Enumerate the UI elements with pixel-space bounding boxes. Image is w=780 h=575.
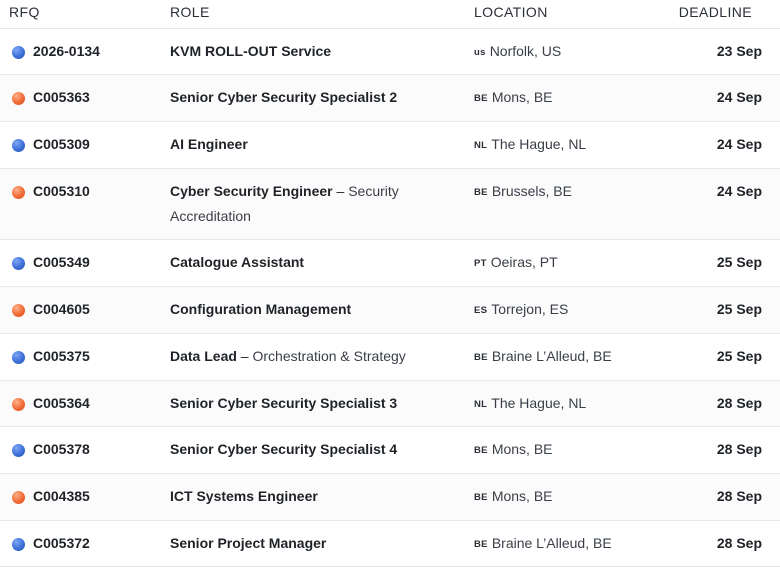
status-dot-icon <box>12 304 25 317</box>
role-title: Senior Cyber Security Specialist 2 <box>170 89 398 105</box>
country-code: us <box>474 47 486 58</box>
country-code: BE <box>474 187 488 198</box>
role-title: KVM ROLL-OUT Service <box>170 43 332 59</box>
deadline-cell: 28 Sep <box>716 535 762 551</box>
rfq-id[interactable]: C005372 <box>33 535 90 551</box>
location-text: Brussels, BE <box>491 183 572 199</box>
country-code: BE <box>474 352 488 363</box>
table-row[interactable] <box>0 334 780 381</box>
role-cell[interactable] <box>170 85 460 110</box>
rfq-id[interactable]: C005363 <box>33 89 90 105</box>
location-cell <box>474 43 561 59</box>
rfq-id[interactable]: C005309 <box>33 136 90 152</box>
country-code: ES <box>474 305 488 316</box>
location-cell <box>474 254 558 270</box>
status-dot-icon <box>12 491 25 504</box>
location-text: The Hague, NL <box>491 136 587 152</box>
location-cell <box>474 89 553 105</box>
status-dot-icon <box>12 92 25 105</box>
role-title: Cyber Security Engineer <box>170 183 333 199</box>
status-dot-icon <box>12 444 25 457</box>
rfq-id[interactable]: C005310 <box>33 183 90 199</box>
location-text: The Hague, NL <box>491 395 587 411</box>
country-code: NL <box>474 399 488 410</box>
location-text: Torrejon, ES <box>491 301 569 317</box>
role-cell[interactable] <box>170 297 460 322</box>
location-text: Norfolk, US <box>489 43 562 59</box>
country-code: NL <box>474 140 488 151</box>
role-cell[interactable] <box>170 484 460 509</box>
role-title: AI Engineer <box>170 136 248 152</box>
deadline-cell: 24 Sep <box>716 183 762 199</box>
role-cell[interactable] <box>170 250 460 275</box>
role-cell[interactable] <box>170 344 460 369</box>
location-text: Mons, BE <box>491 89 553 105</box>
status-dot-icon <box>12 139 25 152</box>
role-title: Senior Cyber Security Specialist 4 <box>170 441 398 457</box>
country-code: BE <box>474 445 488 456</box>
table-row[interactable] <box>0 122 780 169</box>
table-row[interactable] <box>0 474 780 521</box>
table-row[interactable] <box>0 381 780 427</box>
rfq-id[interactable]: C004385 <box>33 488 90 504</box>
column-header-rfq[interactable]: RFQ <box>9 4 40 20</box>
country-code: BE <box>474 492 488 503</box>
country-code: BE <box>474 539 488 550</box>
role-subtitle: Security Accreditation <box>170 183 399 224</box>
deadline-cell: 28 Sep <box>716 395 762 411</box>
rfq-id[interactable]: C005378 <box>33 441 90 457</box>
location-cell <box>474 395 586 411</box>
table-body <box>0 29 780 567</box>
role-title: Senior Cyber Security Specialist 3 <box>170 395 398 411</box>
location-text: Mons, BE <box>491 488 553 504</box>
column-header-location[interactable]: LOCATION <box>474 4 548 20</box>
country-code: PT <box>474 258 487 269</box>
role-cell[interactable] <box>170 132 460 157</box>
status-dot-icon <box>12 257 25 270</box>
deadline-cell: 28 Sep <box>716 441 762 457</box>
location-cell <box>474 348 612 364</box>
deadline-cell: 24 Sep <box>716 89 762 105</box>
status-dot-icon <box>12 538 25 551</box>
deadline-cell: 24 Sep <box>716 136 762 152</box>
role-cell[interactable] <box>170 179 460 229</box>
role-subtitle: Orchestration & Strategy <box>252 348 406 364</box>
status-dot-icon <box>12 398 25 411</box>
rfq-id[interactable]: C004605 <box>33 301 90 317</box>
rfq-id[interactable]: C005375 <box>33 348 90 364</box>
rfq-id[interactable]: C005364 <box>33 395 90 411</box>
role-title: Senior Project Manager <box>170 535 327 551</box>
location-cell <box>474 535 612 551</box>
status-dot-icon <box>12 46 25 59</box>
role-title: Catalogue Assistant <box>170 254 305 270</box>
table-row[interactable] <box>0 169 780 240</box>
role-title: Configuration Management <box>170 301 352 317</box>
role-title: Data Lead <box>170 348 237 364</box>
location-text: Mons, BE <box>491 441 553 457</box>
table-row[interactable] <box>0 521 780 567</box>
table-row[interactable] <box>0 75 780 122</box>
deadline-cell: 25 Sep <box>716 348 762 364</box>
location-text: Braine L’Alleud, BE <box>491 535 612 551</box>
table-row[interactable] <box>0 29 780 75</box>
location-text: Oeiras, PT <box>490 254 558 270</box>
deadline-cell: 23 Sep <box>716 43 762 59</box>
role-cell[interactable] <box>170 391 460 416</box>
rfq-id[interactable]: C005349 <box>33 254 90 270</box>
table-row[interactable] <box>0 427 780 474</box>
deadline-cell: 25 Sep <box>716 254 762 270</box>
role-cell[interactable] <box>170 437 460 462</box>
deadline-cell: 25 Sep <box>716 301 762 317</box>
column-header-deadline[interactable]: DEADLINE <box>678 4 752 20</box>
status-dot-icon <box>12 186 25 199</box>
location-cell <box>474 183 572 199</box>
deadline-cell: 28 Sep <box>716 488 762 504</box>
location-cell <box>474 441 553 457</box>
role-cell[interactable] <box>170 531 460 556</box>
role-separator: – <box>332 183 349 199</box>
table-row[interactable] <box>0 240 780 287</box>
location-cell <box>474 301 568 317</box>
status-dot-icon <box>12 351 25 364</box>
rfq-id[interactable]: 2026-0134 <box>33 43 100 59</box>
role-title: ICT Systems Engineer <box>170 488 318 504</box>
location-cell <box>474 136 586 152</box>
table-row[interactable] <box>0 287 780 334</box>
location-cell <box>474 488 553 504</box>
location-text: Braine L’Alleud, BE <box>491 348 612 364</box>
role-cell[interactable] <box>170 39 460 64</box>
column-header-role[interactable]: ROLE <box>170 4 210 20</box>
table-header <box>0 0 780 29</box>
role-separator: – <box>236 348 253 364</box>
country-code: BE <box>474 93 488 104</box>
